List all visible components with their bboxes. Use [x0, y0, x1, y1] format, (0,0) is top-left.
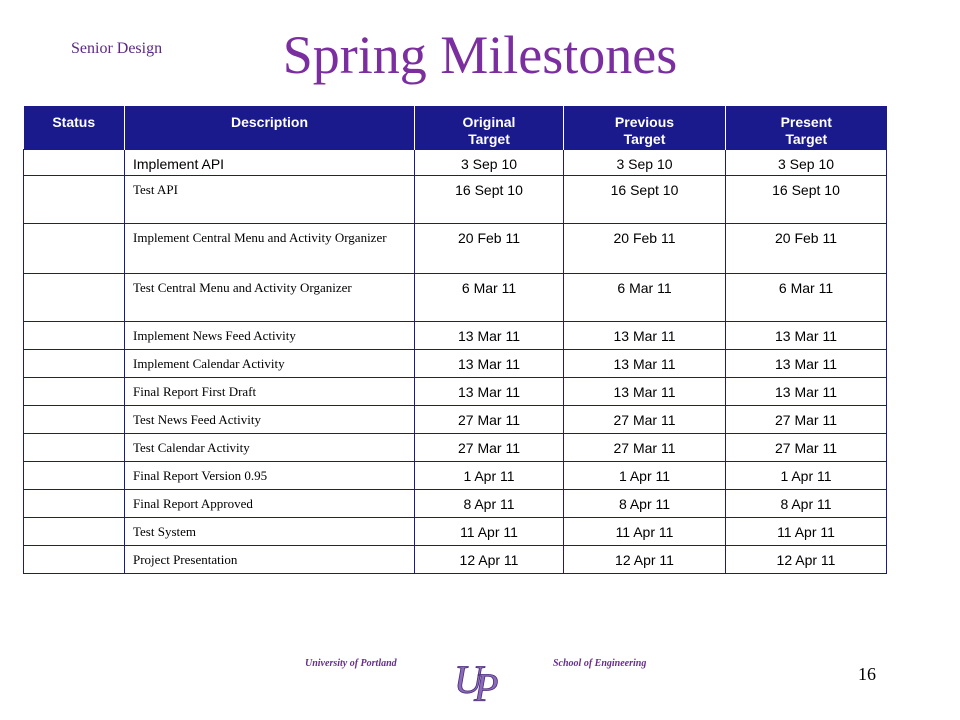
description-cell: Implement API — [125, 150, 415, 176]
description-cell: Test System — [125, 518, 415, 546]
status-cell — [24, 434, 125, 462]
status-cell — [24, 546, 125, 574]
original-target-cell: 3 Sep 10 — [415, 150, 564, 176]
table-row — [24, 176, 887, 224]
previous-target-cell: 3 Sep 10 — [564, 150, 726, 176]
present-target-cell: 8 Apr 11 — [726, 490, 887, 518]
present-target-cell: 13 Mar 11 — [726, 350, 887, 378]
present-target-cell: 13 Mar 11 — [726, 378, 887, 406]
table-row — [24, 434, 887, 462]
original-target-cell: 16 Sept 10 — [415, 176, 564, 224]
previous-target-cell: 13 Mar 11 — [564, 378, 726, 406]
svg-text:P: P — [474, 665, 499, 705]
svg-text:U: U — [454, 657, 483, 702]
table-row — [24, 150, 887, 176]
table-row — [24, 274, 887, 322]
description-cell: Project Presentation — [125, 546, 415, 574]
status-cell — [24, 518, 125, 546]
previous-target-cell: 27 Mar 11 — [564, 434, 726, 462]
column-header-description: Description — [125, 106, 415, 150]
previous-target-cell: 1 Apr 11 — [564, 462, 726, 490]
table-header-row — [24, 106, 887, 150]
table-row — [24, 406, 887, 434]
status-cell — [24, 462, 125, 490]
previous-target-cell: 11 Apr 11 — [564, 518, 726, 546]
present-target-cell: 27 Mar 11 — [726, 406, 887, 434]
table-row — [24, 462, 887, 490]
status-cell — [24, 322, 125, 350]
description-cell: Test Central Menu and Activity Organizer — [125, 274, 415, 322]
original-target-cell: 12 Apr 11 — [415, 546, 564, 574]
present-target-cell: 27 Mar 11 — [726, 434, 887, 462]
table-body — [24, 150, 887, 574]
present-target-cell: 16 Sept 10 — [726, 176, 887, 224]
present-target-cell: 6 Mar 11 — [726, 274, 887, 322]
description-cell: Implement Calendar Activity — [125, 350, 415, 378]
description-cell: Final Report First Draft — [125, 378, 415, 406]
status-cell — [24, 176, 125, 224]
column-header-original-target: Original Target — [415, 106, 564, 150]
status-cell — [24, 490, 125, 518]
footer-school: School of Engineering — [553, 658, 647, 669]
table-row — [24, 350, 887, 378]
description-cell: Test News Feed Activity — [125, 406, 415, 434]
original-target-cell: 8 Apr 11 — [415, 490, 564, 518]
status-cell — [24, 274, 125, 322]
status-cell — [24, 350, 125, 378]
table-row — [24, 378, 887, 406]
previous-target-cell: 8 Apr 11 — [564, 490, 726, 518]
description-cell: Implement News Feed Activity — [125, 322, 415, 350]
original-target-cell: 6 Mar 11 — [415, 274, 564, 322]
table-row — [24, 224, 887, 274]
original-target-cell: 11 Apr 11 — [415, 518, 564, 546]
description-cell: Final Report Version 0.95 — [125, 462, 415, 490]
slide-title: Spring Milestones — [282, 25, 678, 85]
column-header-status: Status — [24, 106, 125, 150]
previous-target-cell: 13 Mar 11 — [564, 350, 726, 378]
present-target-cell: 11 Apr 11 — [726, 518, 887, 546]
table-row — [24, 490, 887, 518]
university-logo — [452, 655, 504, 705]
page-number: 16 — [858, 664, 876, 684]
status-cell — [24, 378, 125, 406]
column-header-present-target: Present Target — [726, 106, 887, 150]
original-target-cell: 13 Mar 11 — [415, 322, 564, 350]
status-cell — [24, 224, 125, 274]
previous-target-cell: 27 Mar 11 — [564, 406, 726, 434]
original-target-cell: 13 Mar 11 — [415, 378, 564, 406]
milestones-table — [23, 106, 887, 574]
previous-target-cell: 12 Apr 11 — [564, 546, 726, 574]
corner-label: Senior Design — [71, 40, 163, 57]
present-target-cell: 1 Apr 11 — [726, 462, 887, 490]
previous-target-cell: 13 Mar 11 — [564, 322, 726, 350]
present-target-cell: 13 Mar 11 — [726, 322, 887, 350]
original-target-cell: 27 Mar 11 — [415, 434, 564, 462]
original-target-cell: 13 Mar 11 — [415, 350, 564, 378]
original-target-cell: 1 Apr 11 — [415, 462, 564, 490]
description-cell: Final Report Approved — [125, 490, 415, 518]
previous-target-cell: 6 Mar 11 — [564, 274, 726, 322]
original-target-cell: 20 Feb 11 — [415, 224, 564, 274]
status-cell — [24, 406, 125, 434]
description-cell: Implement Central Menu and Activity Organizer — [125, 224, 415, 274]
present-target-cell: 3 Sep 10 — [726, 150, 887, 176]
column-header-previous-target: Previous Target — [564, 106, 726, 150]
description-cell: Test Calendar Activity — [125, 434, 415, 462]
present-target-cell: 12 Apr 11 — [726, 546, 887, 574]
description-cell: Test API — [125, 176, 415, 224]
present-target-cell: 20 Feb 11 — [726, 224, 887, 274]
status-cell — [24, 150, 125, 176]
footer-university: University of Portland — [305, 658, 397, 669]
previous-target-cell: 16 Sept 10 — [564, 176, 726, 224]
table-row — [24, 546, 887, 574]
previous-target-cell: 20 Feb 11 — [564, 224, 726, 274]
table-row — [24, 518, 887, 546]
table-row — [24, 322, 887, 350]
original-target-cell: 27 Mar 11 — [415, 406, 564, 434]
